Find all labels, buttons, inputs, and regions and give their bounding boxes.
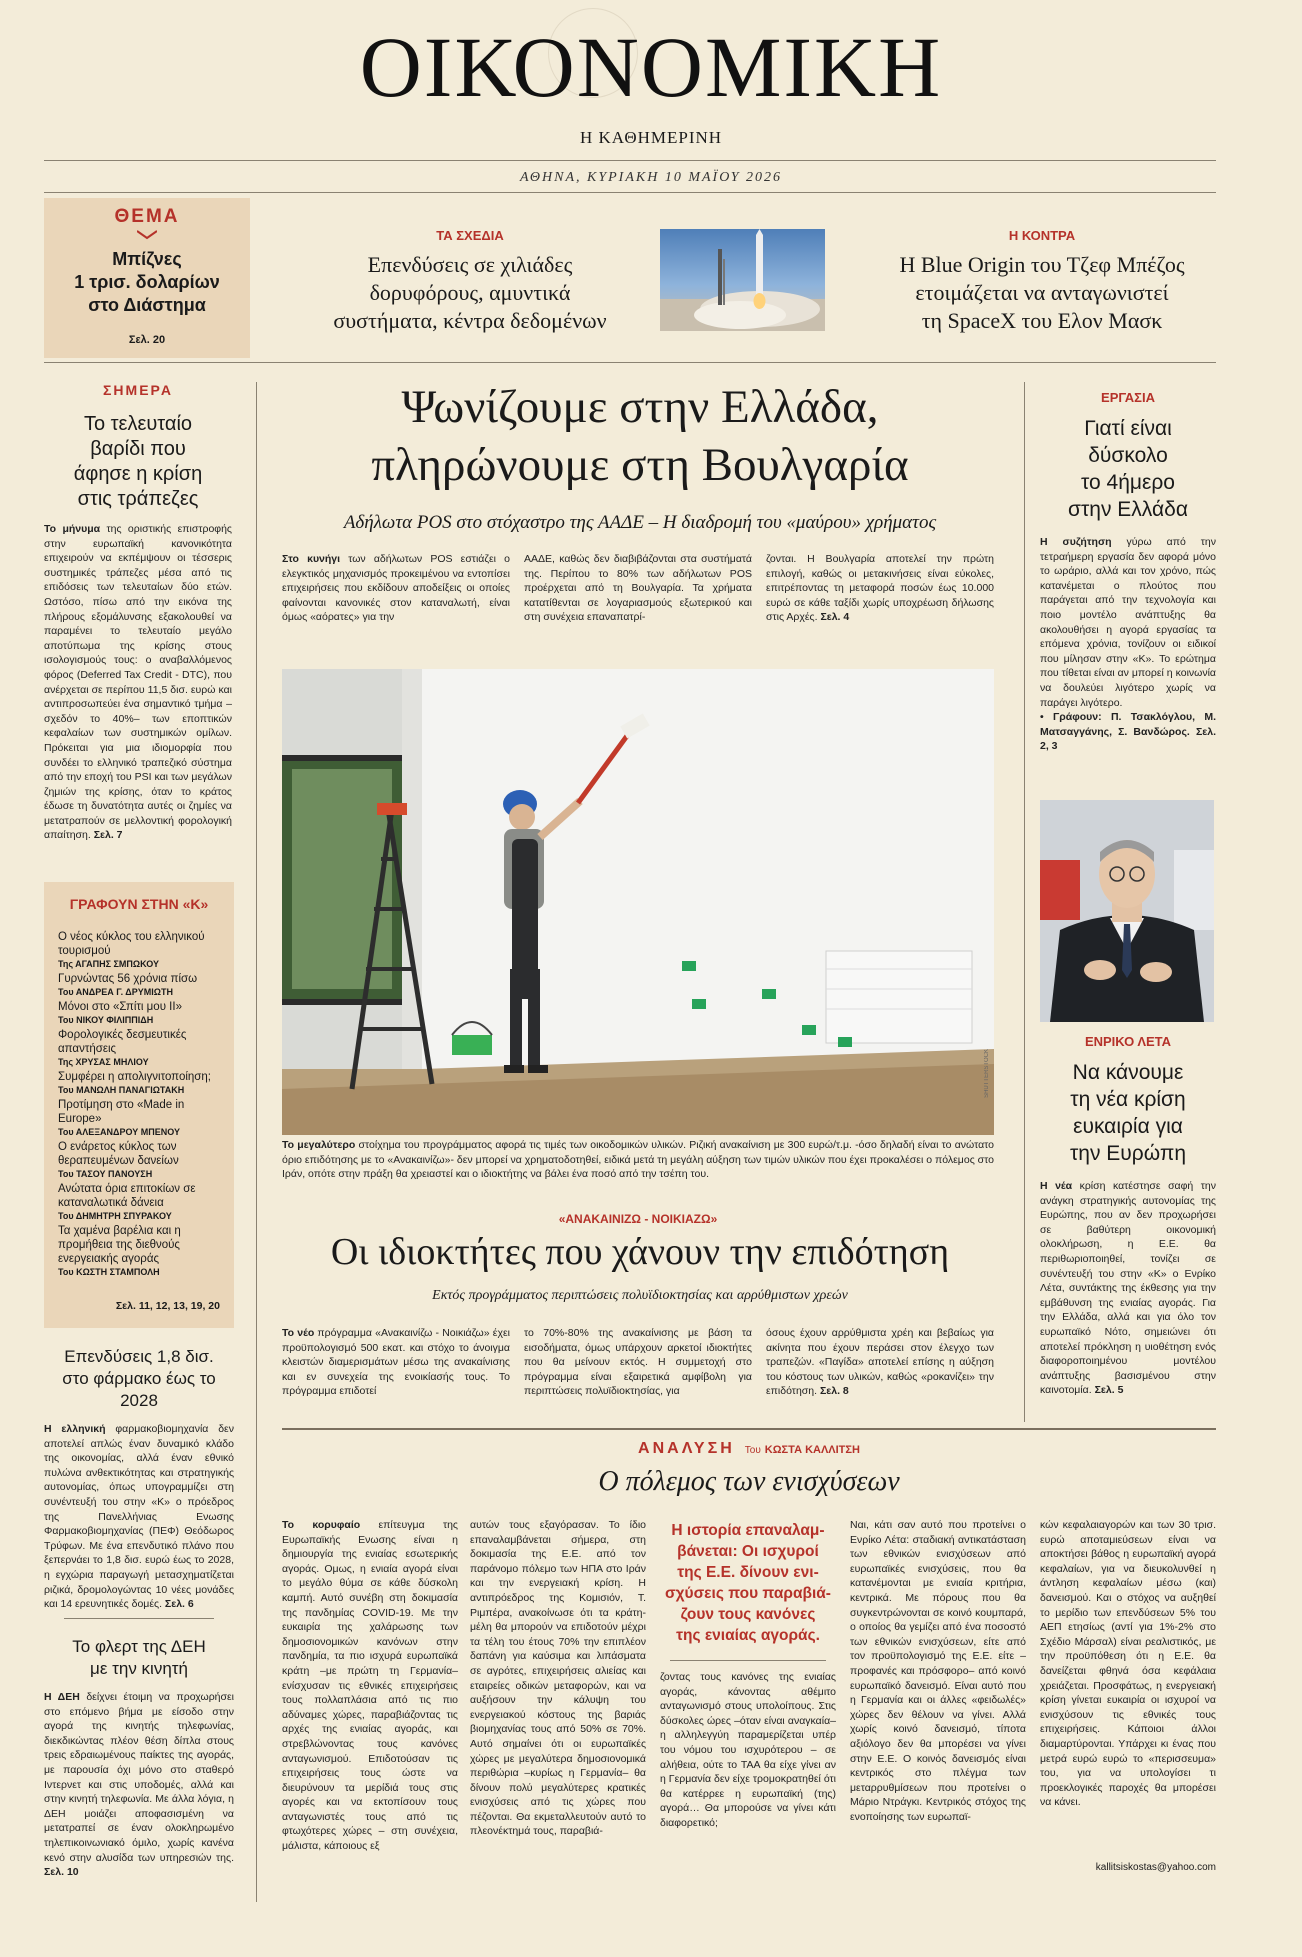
grafoun-item-title[interactable]: Συμφέρει η απολιγνιτοποίηση; xyxy=(58,1071,211,1083)
ergasia-article[interactable] xyxy=(1040,390,1216,754)
ta-schedia-headline-line: συστήματα, κέντρα δεδομένων xyxy=(333,308,607,333)
ergasia-label: ΕΡΓΑΣΙΑ xyxy=(1101,390,1155,405)
main-headline[interactable] xyxy=(270,378,1010,494)
analysis-rule xyxy=(282,1428,1216,1430)
left-col-rule xyxy=(64,1618,214,1619)
letta-headline-line: ευκαιρία για xyxy=(1073,1115,1183,1138)
grafoun-item-author: Του ΜΑΝΩΛΗ ΠΑΝΑΓΙΩΤΑΚΗ xyxy=(58,1085,185,1095)
ta-schedia-headline-line: Επενδύσεις σε χιλιάδες xyxy=(367,252,573,277)
grafoun-item-author: Του ΔΗΜΗΤΡΗ ΣΠΥΡΑΚΟΥ xyxy=(58,1211,172,1221)
grafoun-item-title[interactable]: Φορολογικές δεσμευτικές απαντήσεις xyxy=(58,1029,187,1055)
farmako-headline-line: Επενδύσεις 1,8 δισ. xyxy=(64,1347,214,1366)
anakainizo-headline[interactable]: Οι ιδιοκτήτες που χάνουν την επιδότηση xyxy=(330,1231,950,1273)
main-body-col3: ζονται. Η Βουλγαρία αποτελεί την πρώτη επιλογή, καθώς οι μετακινήσεις είναι εύκολες, επιτρέποντας τη μεταφορά ποσών έως 10.000 ευρώ σε κάθε ταξίδι χωρίς υποχρέωση δήλωσης στις Αρχές. Σελ. 4 xyxy=(766,553,994,624)
main-headline-line: Ψωνίζουμε στην Ελλάδα, xyxy=(401,381,879,433)
masthead-date: ΑΘΗΝΑ, ΚΥΡΙΑΚΗ 10 ΜΑΪΟΥ 2026 xyxy=(519,170,783,185)
thema-box[interactable] xyxy=(44,198,250,358)
pullquote-rule xyxy=(670,1660,826,1661)
renovation-photo xyxy=(282,669,994,1135)
grafoun-item-author: Του ΑΛΕΞΑΝΔΡΟΥ ΜΠΕΝΟΥ xyxy=(58,1127,181,1137)
anakainizo-deck: Εκτός προγράμματος περιπτώσεις πολυϊδιοκτησίας και αρρύθμιστων χρεών xyxy=(432,1288,848,1303)
top-row-rule xyxy=(44,362,1216,363)
grafoun-item-title[interactable]: Τα χαμένα βαρέλια και η προμήθεια της διεθνούς ενεργειακής αγοράς xyxy=(58,1225,181,1265)
thema-headline-line: 1 τρισ. δολαρίων xyxy=(74,272,220,292)
grafoun-item-author: Του ΚΩΣΤΗ ΣΤΑΜΠΟΛΗ xyxy=(58,1267,160,1277)
main-body-col1: Στο κυνήγι των αδήλωτων POS εστιάζει ο ελεγκτικός μηχανισμός προκειμένου να εντοπίσει επιχειρήσεις που εκδίδουν αποδείξεις οι οποίες φαίνονται κανονικές στον καταναλωτή, είναι όμως «αόρατες» για την xyxy=(282,553,510,624)
i-kontra-headline-line: Η Blue Origin του Τζεφ Μπέζος xyxy=(899,252,1185,277)
grafoun-item-author: Της ΑΓΑΠΗΣ ΣΜΠΩΚΟΥ xyxy=(58,959,159,969)
i-kontra-block[interactable] xyxy=(868,228,1216,335)
left-column-divider xyxy=(256,382,257,1902)
ergasia-headline-line: Γιατί είναι xyxy=(1084,417,1172,440)
anakainizo-body-col3: όσους έχουν αρρύθμιστα χρέη και βεβαίως για ακίνητα που έχουν περάσει στον έλεγχο των τραπεζών. «Παγίδα» αποτελεί επίσης η αύξηση του κόστους των υλικών, καθώς «ροκανίζει» την επιδότηση. Σελ. 8 xyxy=(766,1327,994,1398)
ta-schedia-headline-line: δορυφόρους, αμυντικά xyxy=(369,280,571,305)
simera-headline-line: βαρίδι που xyxy=(90,438,186,460)
grafoun-pages: Σελ. 11, 12, 13, 19, 20 xyxy=(115,1300,220,1312)
main-body-col2: ΑΑΔΕ, καθώς δεν διαβιβάζονται στα συστήματά της. Περίπου το 80% των αδήλωτων POS προέρχεται από τη Βουλγαρία. Τα χρήματα κατατίθενται σε λογαριασμούς εξωτερικού και στη συνέχεια επαναπατρί- xyxy=(524,553,752,624)
ta-schedia-block[interactable] xyxy=(310,228,630,335)
letta-label: ΕΝΡΙΚΟ ΛΕΤΑ xyxy=(1084,1034,1172,1049)
flert-article[interactable] xyxy=(44,1636,234,1880)
flert-headline-line: με την κινητή xyxy=(90,1659,188,1678)
grafoun-item-author: Της ΧΡΥΣΑΣ ΜΗΛΙΟΥ xyxy=(58,1057,149,1067)
analysis-body-col3: ζοντας τους κανόνες της ενιαίας αγοράς, κάνοντας αθέμιτο ανταγωνισμό στους υπολοίπους. Στις δύσκολες ώρες –όταν είναι αναγκαία– η αλληλεγγύη παραμερίζεται υπέρ του νόμου του ισχυρότερου – σε αλήθεια, ούτε το ΤΑΑ θα είχε γίνει αν η Γερμανία δεν είχε τρομοκρατηθεί ότι θα κατέρρεε η ευρωπαϊκή (της) αγορά… Θα μπορούσε να γίνει κάτι διαφορετικό; xyxy=(660,1671,836,1829)
analysis-author: ΚΩΣΤΑ ΚΑΛΛΙΤΣΗ xyxy=(764,1444,860,1456)
farmako-headline-line: στο φάρμακο έως το 2028 xyxy=(62,1369,216,1410)
grafoun-item-title[interactable]: Ο νέος κύκλος του ελληνικού τουρισμού xyxy=(58,931,205,957)
simera-article[interactable] xyxy=(44,382,232,843)
analysis-label: ΑΝΑΛΥΣΗ xyxy=(638,1440,735,1457)
masthead-subtitle: Η ΚΑΘΗΜΕΡΙΝΗ xyxy=(579,128,723,147)
ergasia-byline: • Γράφουν: Π. Τσακλόγλου, Μ. Ματσαγγάνης, Σ. Βανδώρος. Σελ. 2, 3 xyxy=(1040,711,1217,753)
i-kontra-label: Η ΚΟΝΤΡΑ xyxy=(1008,228,1076,243)
anakainizo-body-col1: Το νέο πρόγραμμα «Ανακαινίζω - Νοικιάζω» έχει προϋπολογισμό 500 εκατ. και στόχο το άνοιγμα κλειστών διαμερισμάτων μέσω της ανακαίνισης και εν συνεχεία της ενοικίασής τους. Το πρόγραμμα επιδοτεί xyxy=(282,1327,510,1398)
photo-credit: SHUTTERSTOCK xyxy=(984,1049,990,1098)
grafoun-item-title[interactable]: Μόνοι στο «Σπίτι μου ΙΙ» xyxy=(58,1001,182,1013)
analysis-author-prefix: Του xyxy=(744,1445,761,1456)
rocket-launch-photo xyxy=(660,229,825,331)
letta-body: Η νέα κρίση κατέστησε σαφή την ανάγκη στρατηγικής αυτονομίας της Ευρώπης, που αν δεν προχωρήσει σε βαθύτερη οικονομική ολοκλήρωση, η Ε.Ε. θα περιθωριοποιηθεί, τονίζει σε συνέντευξή του στην «Κ» ο Ενρίκο Λέτα, συντάκτης της έκθεσης για την εμβάθυνση της ενιαίας αγοράς. Για την Ελλάδα, αλλά και για όλο τον ευρωπαϊκό Νότο, σημειώνει ότι αποτελεί πρόκληση η υιοθέτηση ενός διαφοροποιημένου μοντέλου ανάπτυξης βασισμένου στην καινοτομία. Σελ. 5 xyxy=(1040,1180,1216,1397)
grafoun-item-author: Του ΑΝΔΡΕΑ Γ. ΔΡΥΜΙΩΤΗ xyxy=(58,987,173,997)
photo-caption: Το μεγαλύτερο στοίχημα του προγράμματος αφορά τις τιμές των οικοδομικών υλικών. Ριζική ανακαίνιση με 300 ευρώ/τ.μ. -όσο δηλαδή είναι το ανώτατο όριο επιδότησης με το «Ανακαινίζω»- δεν μπορεί να χρηματοδοτηθεί, ειδικά μετά τη μεγάλη αύξηση των τιμών υλικών που έχει προκαλέσει ο πόλεμος στο Ιράν, οπότε στην πράξη θα χρειαστεί και ο ιδιοκτήτης να βάλει ένα ποσό από την τσέπη του. xyxy=(282,1139,994,1181)
grafoun-list xyxy=(58,930,226,1280)
simera-body: Το μήνυμα της οριστικής επιστροφής στην ευρωπαϊκή κανονικότητα επιχειρούν να εκπέμψουν οι τέσσερις συστημικές τράπεζες μέσα από τις επιδόσεις των τελευταίων δύο ετών. Ωστόσο, πίσω από την εικόνα της πλήρους εξομάλυνσης εξακολουθεί να παραμένει το τελευταίο μεγάλο αποτύπωμα της κρίσης στους ισολογισμούς τους: ο αναβαλλόμενος φόρος (Deferred Tax Credit - DTC), που ανέρχεται σε περίπου 11,5 δισ. ευρώ και αντιπροσωπεύει ένα σημαντικό τμήμα –σχεδόν το 40%– των εποπτικών κεφαλαίων των συστημικών ομίλων. Πρόκειται για μια ιδιομορφία που συνδέει το ελληνικό τραπεζικό σύστημα από την εποχή του PSI και των μεγάλων ζημιών της κρίσης, όταν το κράτος έδωσε τη δυνατότητα αυτές οι ζημίες να μετατραπούν σε μελλοντική φορολογική απαίτηση. Σελ. 7 xyxy=(44,523,232,842)
grafoun-item-author: Του ΝΙΚΟΥ ΦΙΛΙΠΠΙΔΗ xyxy=(58,1015,154,1025)
thema-headline-line: Μπίζνες xyxy=(112,249,182,269)
farmako-article[interactable] xyxy=(44,1346,234,1612)
anakainizo-label: «ΑΝΑΚΑΙΝΙΖΩ - ΝΟΙΚΙΑΖΩ» xyxy=(558,1212,718,1226)
chevron-down-icon xyxy=(137,230,157,240)
grafoun-item-title[interactable]: Ο ενάρετος κύκλος των θεραπευμένων δανείων xyxy=(58,1141,179,1167)
main-deck: Αδήλωτα POS στο στόχαστρο της ΑΑΔΕ – Η διαδρομή του «μαύρου» χρήματος xyxy=(343,512,937,533)
thema-page: Σελ. 20 xyxy=(128,334,166,346)
letta-article[interactable] xyxy=(1040,1034,1216,1398)
analysis-body-col1: Το κορυφαίο επίτευγμα της Ευρωπαϊκής Ενωσης είναι η δημιουργία της ενιαίας εσωτερικής αγοράς. Ομως, η ενιαία αγορά είναι το μεγάλο θύμα σε κάθε δύσκολη καμπή. Αυτό συνέβη στη δοκιμασία της πανδημίας COVID-19. Με την ευκαιρία της χαλάρωσης των δημοσιονομικών κανόνων στην πανδημία, τα πιο ισχυρά ευρωπαϊκά κράτη –με πρώτη τη Γερμανία– ενίσχυσαν τις εθνικές επιχειρήσεις τους πολλαπλάσια από τις πιο αδύναμες χώρες, παραβιάζοντας τις αρχές της ενιαίας αγοράς, και στρεβλώνοντας τους κανόνες ανταγωνισμού. Επιδοτούσαν τις επιχειρήσεις τους ώστε να διευρύνουν τα μερίδιά τους στις αγορές και να εκτοπίσουν τους ανταγωνιστές τους από τις φτωχότερες χώρες – στη συνέχεια, μάλιστα, κάποιους εξ xyxy=(282,1519,458,1853)
analysis-body-col2: αυτών τους εξαγόρασαν. Το ίδιο επαναλαμβάνεται σήμερα, στη δοκιμασία της Ε.Ε. από τον παράνομο πόλεμο των ΗΠΑ στο Ιράν και την ενεργειακή κρίση. Η αντιπρόεδρος της Κομισιόν, Τ. Ριμπέρα, ανακοίνωσε ότι τα κράτη-μέλη θα μπορούν να επιδοτούν μέχρι τα τέλη του έτους 70% την επιπλέον δαπάνη για καύσιμα και λιπάσματα σε αγρότες, επιχειρήσεις αλιείας και εταιρείες οδικών μεταφορών, και να αυξήσουν την κάλυψη του ενεργειακού κόστους της βαριάς βιομηχανίας τους από 50% σε 70%. Αυτό σημαίνει ότι οι ευρωπαϊκές χώρες με μεγαλύτερα δημοσιονομικά περιθώρια –κυρίως η Γερμανία– θα δίνουν πολύ μεγαλύτερες κρατικές ενισχύσεις από τις χώρες που πέζονται. Θα εκμεταλλευτούν αυτό το πλεονέκτημά τους, παραβιά- xyxy=(470,1519,646,1838)
flert-headline-line: Το φλερτ της ΔΕΗ xyxy=(72,1637,206,1656)
analysis-headline[interactable]: Ο πόλεμος των ενισχύσεων xyxy=(598,1466,900,1497)
grafoun-item-title[interactable]: Γυρνώντας 56 χρόνια πίσω xyxy=(58,973,198,985)
thema-label: ΘΕΜΑ xyxy=(114,206,180,227)
masthead-title: ΟΙΚΟΝΟΜΙΚΗ xyxy=(359,19,943,115)
grafoun-box[interactable] xyxy=(44,882,234,1328)
simera-label: ΣΗΜΕΡΑ xyxy=(103,382,173,398)
i-kontra-headline-line: ετοιμάζεται να ανταγωνιστεί xyxy=(915,280,1169,305)
thema-headline-line: στο Διάστημα xyxy=(88,295,206,315)
ergasia-body: Η συζήτηση γύρω από την τετραήμερη εργασία δεν αφορά μόνο το ωράριο, αλλά και τον χρόνο, πώς κατανέμεται ο πλούτος που παράγεται από την τεχνολογία και ποιο μοντέλο ανάπτυξης θα ακολουθήσει η αγορά εργασίας τα επόμενα χρόνια, τονίζουν οι ειδικοί που μίλησαν στην «Κ». Το ερώτημα που τίθεται είναι αν μπορεί η κοινωνία να δουλεύει λιγότερο χωρίς να παράγει λιγότερο. xyxy=(1040,536,1216,709)
letta-headline-line: Να κάνουμε xyxy=(1072,1061,1184,1084)
anakainizo-body-col2: το 70%-80% της ανακαίνισης με βάση τα εισοδήματα, όμως υπάρχουν αρκετοί ιδιοκτήτες που θα μείνουν εκτός. Η συμμετοχή στο πρόγραμμα είναι εξαιρετικά αμφίβολη για περιπτώσεις πολυϊδιοκτησίας, για xyxy=(524,1327,752,1398)
letta-headline-line: την Ευρώπη xyxy=(1069,1142,1186,1165)
simera-headline-line: στις τράπεζες xyxy=(77,488,199,510)
analysis-header[interactable] xyxy=(282,1440,1216,1458)
analysis-pullquote: Η ιστορία επαναλαμ- βάνεται: Οι ισχυροί της Ε.Ε. δίνουν ενι- σχύσεις που παραβιά- ζουν τους κανόνες της ενιαίας αγοράς. xyxy=(665,1522,831,1644)
letta-headline-line: τη νέα κρίση xyxy=(1070,1088,1186,1111)
ergasia-headline-line: στην Ελλάδα xyxy=(1068,498,1188,521)
farmako-body: Η ελληνική φαρμακοβιομηχανία δεν αποτελεί απλώς έναν δυναμικό κλάδο της οικονομίας, αλλά έναν εθνικό πυλώνα ανθεκτικότητας και στρατηγικής αυτονομίας, όπως υπογραμμίζει στη συνέντευξή του στην «Κ» ο πρόεδρος της Πανελλήνιας Ενωσης Φαρμακοβιομηχανίας (ΠΕΦ) Θεόδωρος Τρύφων. Με ένα επενδυτικό πλάνο που ξεπερνάει το 1,8 δισ. ευρώ έως το 2028, η εγχώρια παραγωγή μετασχηματίζεται ριζικά, δρομολογώντας 10 νέες μονάδες και 14 ερευνητικές δομές. Σελ. 6 xyxy=(44,1423,234,1611)
ergasia-headline-line: το 4ήμερο xyxy=(1081,471,1175,494)
right-column-divider xyxy=(1024,382,1025,1422)
flert-body: Η ΔΕΗ δείχνει έτοιμη να προχωρήσει στο επόμενο βήμα με είσοδο στην αγορά της κινητής τηλεφωνίας, διεκδικώντας πλέον θέση δίπλα στους τρεις εδραιωμένους παίκτες της αγοράς, με παρουσία όχι μόνο στο σταθερό Ιντερνετ και στις υποδομές, αλλά και στην κινητή τηλεφωνία. Με άλλα λόγια, η ΔΕΗ μοιάζει αποφασισμένη να μετατραπεί σε έναν ολοκληρωμένο τηλεπικοινωνιακό όμιλο, χωρίς κανένα κενό στην αλυσίδα των υπηρεσιών της. Σελ. 10 xyxy=(44,1691,235,1879)
grafoun-label: ΓΡΑΦΟΥΝ ΣΤΗΝ «Κ» xyxy=(69,896,209,912)
masthead-rule xyxy=(44,160,1216,161)
grafoun-item-title[interactable]: Ανώτατα όρια επιτοκίων σε καταναλωτικά δάνεια xyxy=(58,1183,196,1209)
analysis-body-col5: κών κεφαλαιαγορών και των 30 τρισ. ευρώ αποταμιεύσεων είναι να αποκτήσει βάθος η ευρωπαϊκή αγορά κεφαλαίων, για να διευκολυνθεί η άντληση κεφαλαίων μέσω (και) δανεισμού. Και ο στόχος να αυξηθεί το μερίδιο των επενδύσεων 5% του ΑΕΠ ετησίως (αντί για 1%-2% στο Σχέδιο Μάρσαλ) είναι ρεαλιστικός, με την προϋπόθεση ότι η Ε.Ε. θα δανείζεται φθηνά όσα κεφάλαια χρειάζεται. Προσφάτως, η ενεργειακή κρίση γίνεται ευκαιρία οι ισχυροί να ενισχύσουν τις εθνικές τους επιχειρήσεις. Κάποιοι άλλοι διαμαρτύρονται. Υπάρχει κι ένας που μετρά ευρώ ευρώ το «περισσευμα» του, για να υπολογίσει τι προεκλογικές παροχές θα μπορέσει να κάνει. xyxy=(1040,1519,1216,1809)
analysis-body-col4: Ναι, κάτι σαν αυτό που προτείνει ο Ενρίκο Λέτα: σταδιακή αντικατάσταση των εθνικών ενισχύσεων από ευρωπαϊκές ενισχύσεις, που θα κατανέμονται με ενιαία κριτήρια, κεντρικά. Με πόρους που θα συγκεντρώνονται σε κοινό κουμπαρά, ο οποίος θα γεμίζει από ένα ποσοστό των εθνικών ενισχύσεων, είτε από τον προϋπολογισμό της Ε.Ε. είτε –προφανές και πρόσφορο– από κοινό ευρωπαϊκό δανεισμό. Είναι αυτό που η Γερμανία και οι άλλες «φειδωλές» χώρες δεν θέλουν να γίνει. Αλλά χωρίς κοινό δανεισμό, τίποτα αξιόλογο δεν θα μπορέσει να γίνει στην Ε.Ε. Ο κοινός δανεισμός είναι κεντρικός στο πλέγμα των μεταρρυθμίσεων που προτείνει ο Μάριο Ντράγκι. Κεντρικός στόχος της ενοποίησης των ευρωπαϊ- xyxy=(850,1519,1026,1823)
grafoun-item-author: Του ΤΑΣΟΥ ΠΑΝΟΥΣΗ xyxy=(58,1169,153,1179)
enrico-letta-photo xyxy=(1040,800,1214,1022)
main-headline-line: πληρώνουμε στη Βουλγαρία xyxy=(371,439,909,491)
grafoun-item-title[interactable]: Προτίμηση στο «Made in Europe» xyxy=(58,1099,185,1125)
ta-schedia-label: ΤΑ ΣΧΕΔΙΑ xyxy=(436,228,504,243)
i-kontra-headline-line: τη SpaceX του Ελον Μασκ xyxy=(921,308,1163,333)
masthead-rule-bottom xyxy=(44,192,1216,193)
ergasia-headline-line: δύσκολο xyxy=(1088,444,1168,467)
simera-headline-line: Το τελευταίο xyxy=(83,413,193,435)
analysis-email[interactable]: kallitsiskostas@yahoo.com xyxy=(1095,1862,1216,1873)
simera-headline-line: άφησε η κρίση xyxy=(73,463,203,485)
